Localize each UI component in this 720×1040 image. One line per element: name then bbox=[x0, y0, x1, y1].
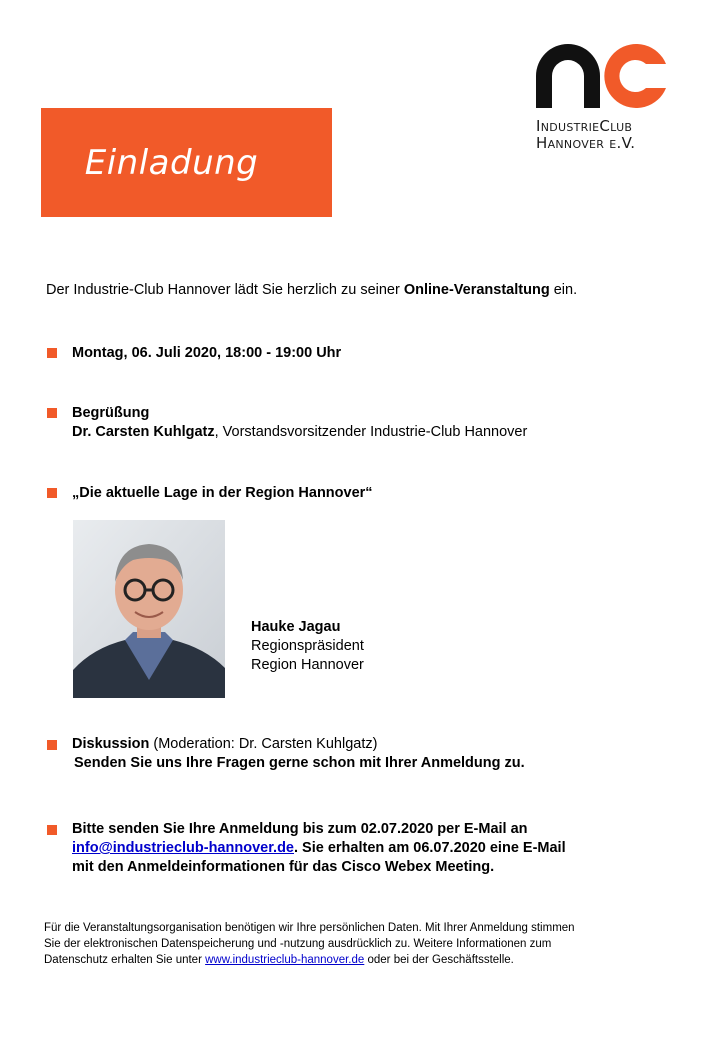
bullet-icon bbox=[47, 348, 57, 358]
logo-line-2: Hannover e.V. bbox=[536, 134, 636, 152]
registration-section bbox=[72, 820, 566, 877]
footer-line-2: Sie der elektronischen Datenspeicherung und -nutzung ausdrücklich zu. Weitere Informationen zum bbox=[44, 938, 552, 950]
event-date bbox=[72, 344, 341, 363]
greeting-section bbox=[72, 404, 527, 442]
intro-bold: Online-Veranstaltung bbox=[403, 282, 550, 298]
footer-line-3-prefix: Datenschutz erhalten Sie unter bbox=[44, 954, 206, 966]
registration-line-2: . Sie erhalten am 06.07.2020 eine E-Mail bbox=[294, 840, 566, 856]
ic-logo-mark bbox=[534, 42, 670, 110]
footer-line-3 bbox=[44, 952, 674, 968]
intro-prefix: Der Industrie-Club Hannover lädt Sie herzlich zu seiner bbox=[46, 282, 404, 298]
discussion-moderation: (Moderation: Dr. Carsten Kuhlgatz) bbox=[149, 736, 378, 752]
speaker-photo bbox=[73, 520, 225, 698]
bullet-icon bbox=[47, 488, 57, 498]
bullet-icon bbox=[47, 740, 57, 750]
greeting-role: , Vorstandsvorsitzender Industrie-Club Hannover bbox=[214, 424, 528, 440]
greeting-speaker: Dr. Carsten Kuhlgatz bbox=[72, 424, 215, 440]
logo-line-1: IndustrieClub bbox=[536, 117, 633, 135]
speaker-org: Region Hannover bbox=[251, 657, 364, 673]
website-link[interactable]: www.industrieclub-hannover.de bbox=[205, 954, 365, 966]
speaker-info bbox=[251, 618, 364, 675]
invitation-banner bbox=[41, 108, 332, 217]
privacy-notice bbox=[44, 920, 674, 968]
talk-title-text: „Die aktuelle Lage in der Region Hannover“ bbox=[72, 485, 373, 501]
discussion-section bbox=[72, 735, 525, 773]
discussion-heading: Diskussion bbox=[72, 736, 150, 752]
speaker-name: Hauke Jagau bbox=[251, 619, 341, 635]
industrieclub-logo bbox=[534, 42, 670, 152]
talk-title bbox=[72, 484, 373, 503]
event-date-text: Montag, 06. Juli 2020, 18:00 - 19:00 Uhr bbox=[72, 345, 342, 361]
greeting-heading: Begrüßung bbox=[72, 405, 150, 421]
bullet-icon bbox=[47, 408, 57, 418]
registration-line-3: mit den Anmeldeinformationen für das Cisco Webex Meeting. bbox=[72, 859, 495, 875]
banner-title: Einladung bbox=[84, 142, 259, 183]
speaker-title: Regionspräsident bbox=[251, 638, 364, 654]
registration-line-1: Bitte senden Sie Ihre Anmeldung bis zum 02.07.2020 per E-Mail an bbox=[72, 821, 528, 837]
discussion-note: Senden Sie uns Ihre Fragen gerne schon mit Ihrer Anmeldung zu. bbox=[74, 755, 525, 771]
intro-text bbox=[46, 281, 577, 300]
footer-line-1: Für die Veranstaltungsorganisation benötigen wir Ihre persönlichen Daten. Mit Ihrer Anmeldung stimmen bbox=[44, 922, 575, 934]
speaker-portrait-image bbox=[73, 520, 225, 698]
registration-email-link[interactable]: info@industrieclub-hannover.de bbox=[72, 840, 294, 856]
footer-line-3-suffix: oder bei der Geschäftsstelle. bbox=[364, 954, 514, 966]
bullet-icon bbox=[47, 825, 57, 835]
intro-suffix: ein. bbox=[549, 282, 578, 298]
